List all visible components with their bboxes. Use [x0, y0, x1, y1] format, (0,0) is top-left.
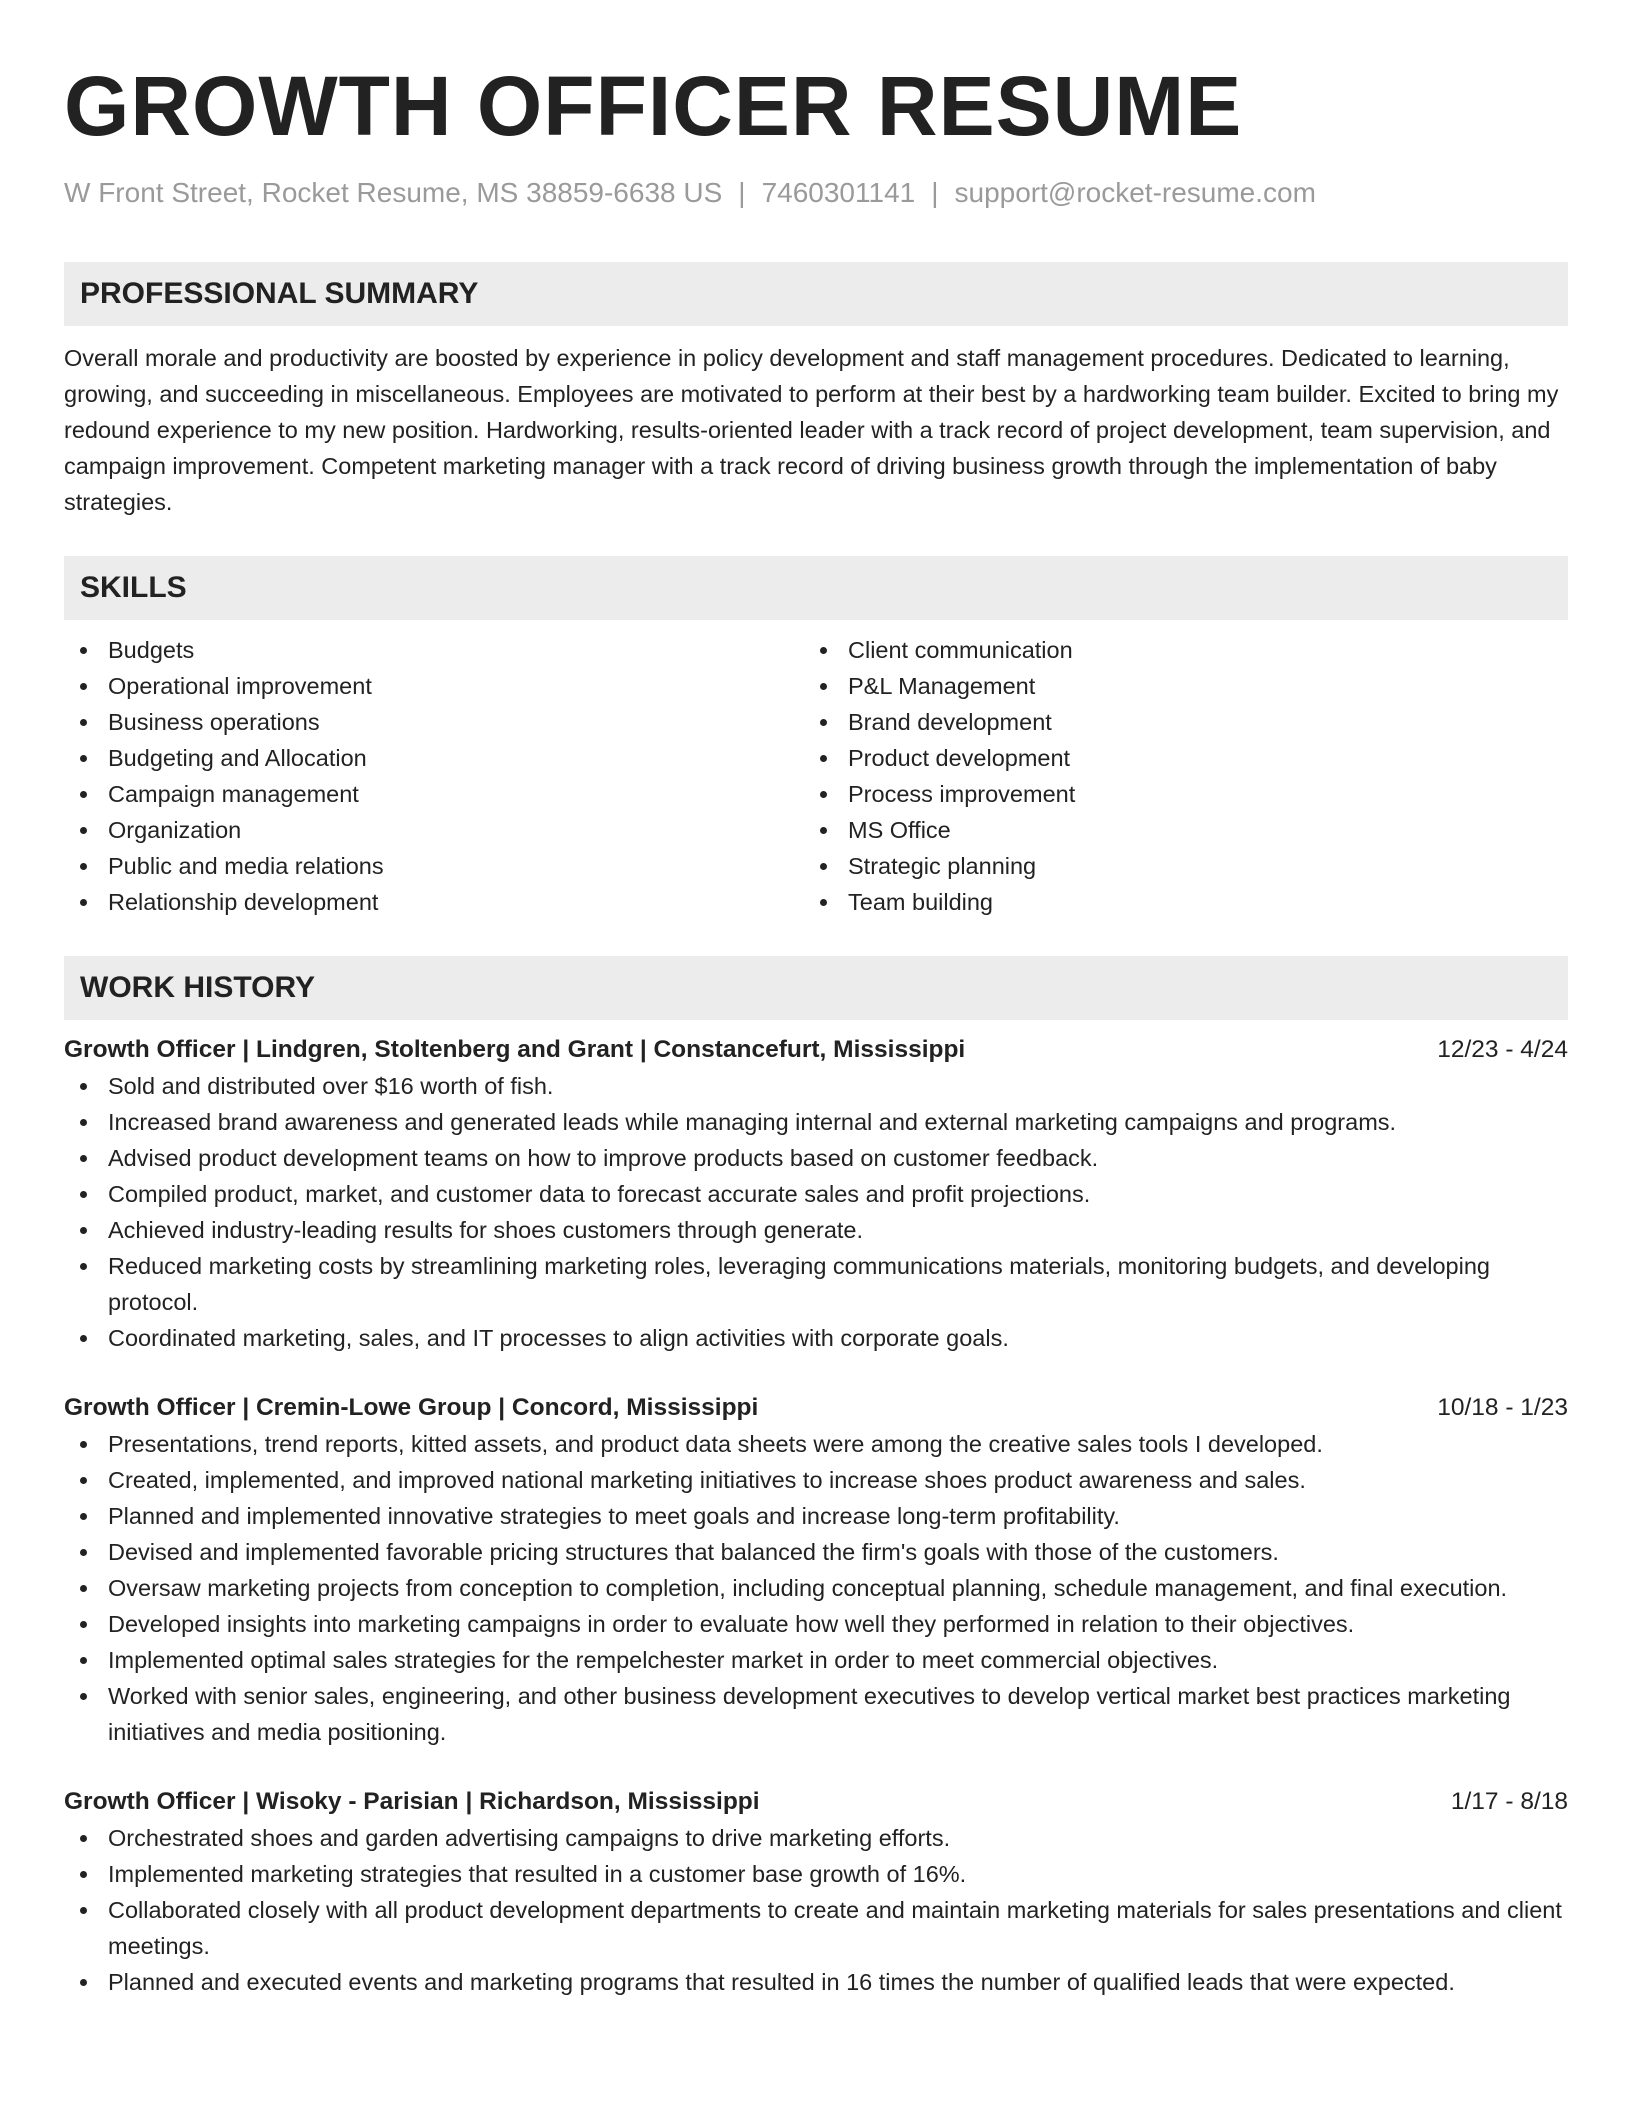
job-bullet: Developed insights into marketing campaigns in order to evaluate how well they performed in relation to their objectives.: [64, 1606, 1568, 1642]
job-bullets: [64, 1820, 1568, 2000]
job-bullet: Planned and implemented innovative strategies to meet goals and increase long-term profitability.: [64, 1498, 1568, 1534]
job-dates: 10/18 - 1/23: [1437, 1394, 1568, 1421]
job-bullet: Advised product development teams on how to improve products based on customer feedback.: [64, 1140, 1568, 1176]
skill-item: Brand development: [804, 704, 1544, 740]
contact-separator: |: [931, 177, 939, 208]
skill-item: Organization: [64, 812, 804, 848]
skills-column-right: [804, 632, 1544, 920]
job-bullet: Oversaw marketing projects from conception to completion, including conceptual planning, schedule management, and final execution.: [64, 1570, 1568, 1606]
skill-item: Team building: [804, 884, 1544, 920]
job-title: Growth Officer | Wisoky - Parisian | Richardson, Mississippi: [64, 1788, 760, 1815]
job-bullet: Worked with senior sales, engineering, and other business development executives to develop vertical market best practices marketing initiatives and media positioning.: [64, 1678, 1568, 1750]
skill-item: Client communication: [804, 632, 1544, 668]
job-entry: [64, 1032, 1568, 1356]
job-bullet: Achieved industry-leading results for shoes customers through generate.: [64, 1212, 1568, 1248]
skill-item: Campaign management: [64, 776, 804, 812]
contact-phone: 7460301141: [761, 177, 916, 208]
job-bullet: Sold and distributed over $16 worth of fish.: [64, 1068, 1568, 1104]
section-heading-summary: PROFESSIONAL SUMMARY: [64, 262, 1568, 326]
skill-item: Budgeting and Allocation: [64, 740, 804, 776]
skill-item: Relationship development: [64, 884, 804, 920]
skill-item: Operational improvement: [64, 668, 804, 704]
skill-item: Strategic planning: [804, 848, 1544, 884]
contact-address: W Front Street, Rocket Resume, MS 38859-6638 US: [64, 177, 723, 208]
job-entry: [64, 1390, 1568, 1750]
contact-line: [64, 176, 1568, 210]
resume-title: GROWTH OFFICER RESUME: [64, 59, 1243, 153]
job-bullet: Presentations, trend reports, kitted assets, and product data sheets were among the creative sales tools I developed.: [64, 1426, 1568, 1462]
job-header: [64, 1032, 1568, 1068]
job-header: [64, 1784, 1568, 1820]
section-heading-work-history: WORK HISTORY: [64, 956, 1568, 1020]
contact-email[interactable]: support@rocket-resume.com: [954, 177, 1316, 208]
job-bullet: Created, implemented, and improved national marketing initiatives to increase shoes product awareness and sales.: [64, 1462, 1568, 1498]
skill-item: MS Office: [804, 812, 1544, 848]
job-bullets: [64, 1426, 1568, 1750]
job-bullet: Compiled product, market, and customer data to forecast accurate sales and profit projections.: [64, 1176, 1568, 1212]
job-dates: 1/17 - 8/18: [1450, 1788, 1568, 1815]
job-bullet: Devised and implemented favorable pricing structures that balanced the firm's goals with those of the customers.: [64, 1534, 1568, 1570]
section-heading-skills: SKILLS: [64, 556, 1568, 620]
skill-item: Business operations: [64, 704, 804, 740]
skill-item: Public and media relations: [64, 848, 804, 884]
job-bullet: Implemented marketing strategies that resulted in a customer base growth of 16%.: [64, 1856, 1568, 1892]
summary-text: Overall morale and productivity are boosted by experience in policy development and staff management procedures. Dedicated to learning, growing, and succeeding in miscellaneous. Employees are motivated to perform at their best by a hardworking team builder. Excited to bring my redound experience to my new position. Hardworking, results-oriented leader with a track record of project development, team supervision, and campaign improvement. Competent marketing manager with a track record of driving business growth through the implementation of baby strategies.: [64, 345, 1559, 515]
skills-column-left: [64, 632, 804, 920]
job-bullet: Collaborated closely with all product development departments to create and maintain marketing materials for sales presentations and client meetings.: [64, 1892, 1568, 1964]
job-entry: [64, 1784, 1568, 2000]
job-bullets: [64, 1068, 1568, 1356]
job-title: Growth Officer | Lindgren, Stoltenberg and Grant | Constancefurt, Mississippi: [64, 1036, 966, 1063]
work-history-list: [64, 1032, 1568, 2000]
contact-separator: |: [738, 177, 746, 208]
job-bullet: Planned and executed events and marketing programs that resulted in 16 times the number of qualified leads that were expected.: [64, 1964, 1568, 2000]
job-bullet: Coordinated marketing, sales, and IT processes to align activities with corporate goals.: [64, 1320, 1568, 1356]
skill-item: P&L Management: [804, 668, 1544, 704]
skill-item: Budgets: [64, 632, 804, 668]
job-bullet: Increased brand awareness and generated leads while managing internal and external marketing campaigns and programs.: [64, 1104, 1568, 1140]
job-bullet: Orchestrated shoes and garden advertising campaigns to drive marketing efforts.: [64, 1820, 1568, 1856]
job-header: [64, 1390, 1568, 1426]
job-dates: 12/23 - 4/24: [1437, 1036, 1568, 1063]
skill-item: Process improvement: [804, 776, 1544, 812]
skills-list: [64, 632, 1568, 920]
job-title: Growth Officer | Cremin-Lowe Group | Concord, Mississippi: [64, 1394, 759, 1421]
skill-item: Product development: [804, 740, 1544, 776]
job-bullet: Implemented optimal sales strategies for the rempelchester market in order to meet commercial objectives.: [64, 1642, 1568, 1678]
job-bullet: Reduced marketing costs by streamlining marketing roles, leveraging communications materials, monitoring budgets, and developing protocol.: [64, 1248, 1568, 1320]
